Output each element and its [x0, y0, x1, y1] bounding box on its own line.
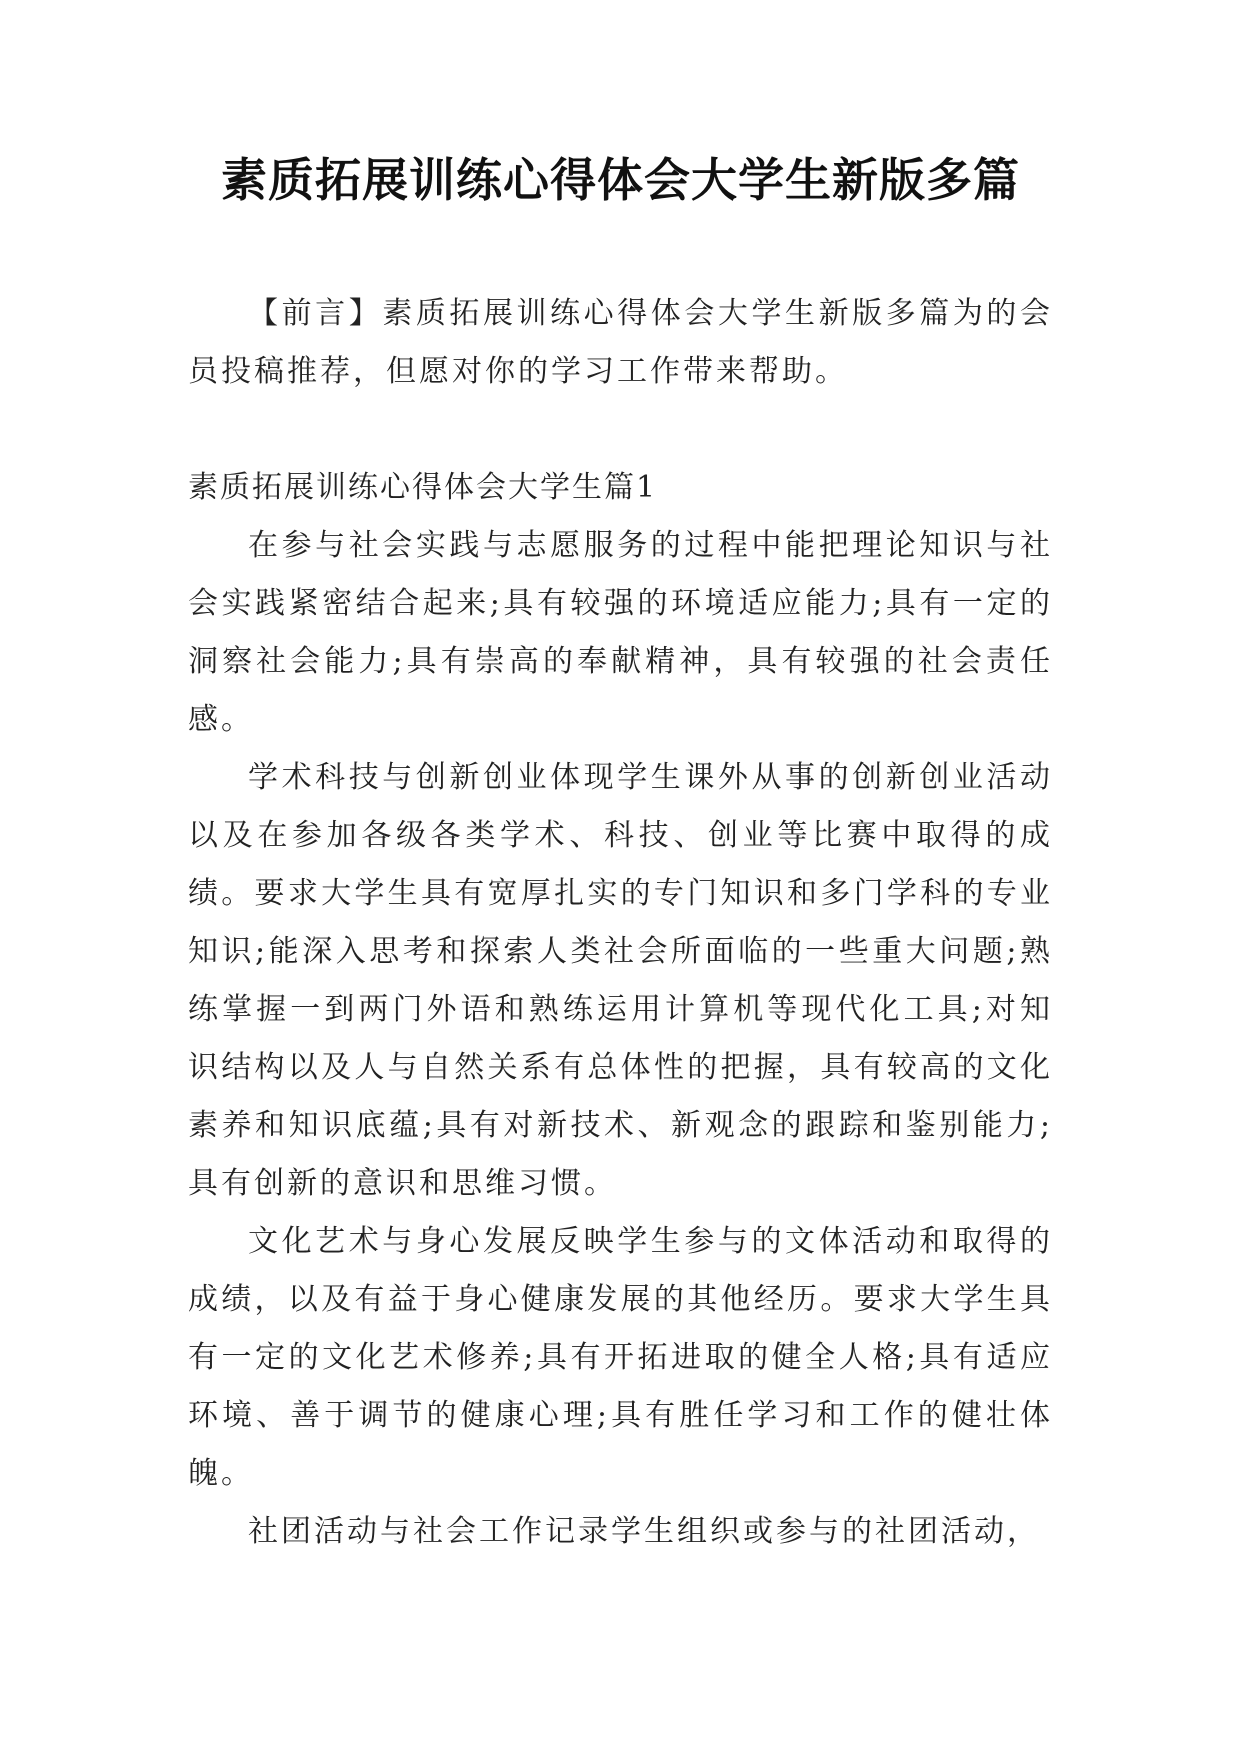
body-paragraph: 社团活动与社会工作记录学生组织或参与的社团活动， [248, 1514, 1040, 1549]
body-paragraph: 在参与社会实践与志愿服务的过程中能把理论知识与社会实践紧密结合起来;具有较强的环境适应能力;具有一定的洞察社会能力;具有崇高的奉献精神，具有较强的社会责任感。 [188, 528, 1053, 737]
document-title: 素质拓展训练心得体会大学生新版多篇 [221, 153, 1020, 207]
document-body [188, 285, 1053, 1561]
section-heading: 素质拓展训练心得体会大学生篇1 [188, 470, 658, 505]
body-paragraph: 学术科技与创新创业体现学生课外从事的创新创业活动以及在参加各级各类学术、科技、创业等比赛中取得的成绩。要求大学生具有宽厚扎实的专门知识和多门学科的专业知识;能深入思考和探索人类社会所面临的一些重大问题;熟练掌握一到两门外语和熟练运用计算机等现代化工具;对知识结构以及人与自然关系有总体性的把握，具有较高的文化素养和知识底蕴;具有对新技术、新观念的跟踪和鉴别能力;具有创新的意识和思维习惯。 [188, 760, 1053, 1201]
body-paragraph: 文化艺术与身心发展反映学生参与的文体活动和取得的成绩，以及有益于身心健康发展的其他经历。要求大学生具有一定的文化艺术修养;具有开拓进取的健全人格;具有适应环境、善于调节的健康心理;具有胜任学习和工作的健壮体魄。 [188, 1224, 1053, 1491]
preface-paragraph: 【前言】素质拓展训练心得体会大学生新版多篇为的会员投稿推荐，但愿对你的学习工作带来帮助。 [188, 296, 1053, 389]
